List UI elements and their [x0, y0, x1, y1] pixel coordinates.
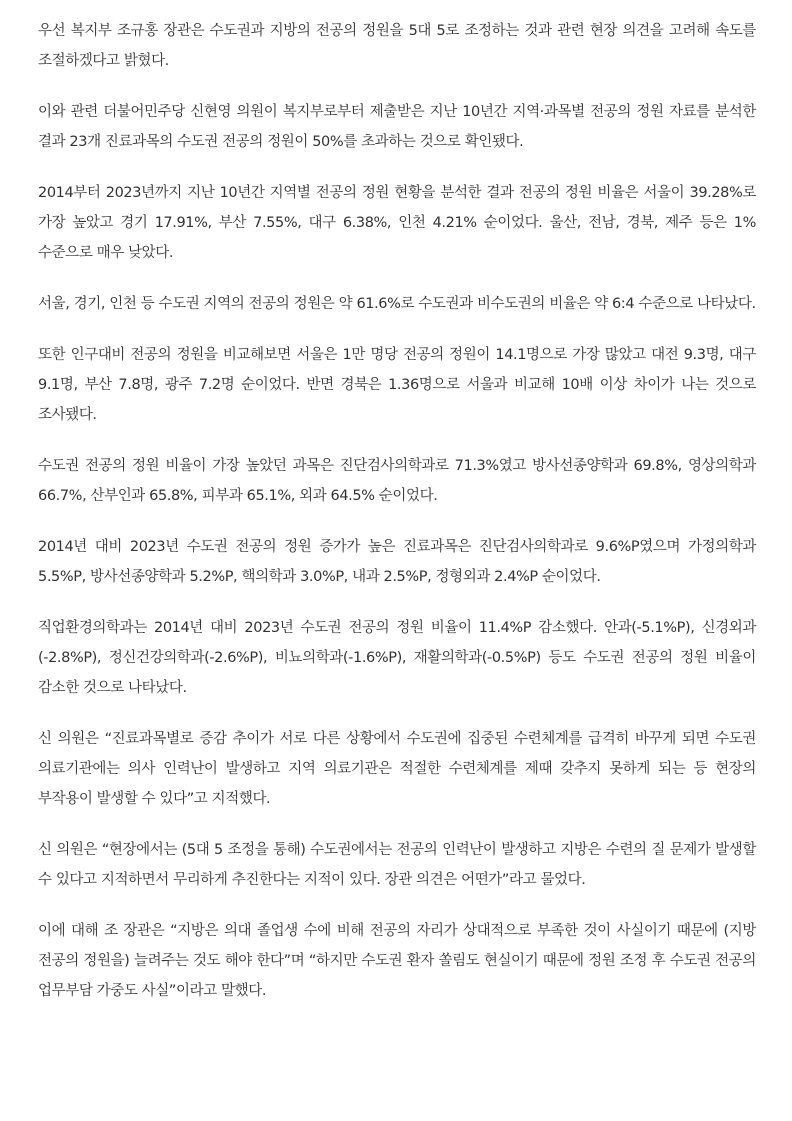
article-paragraph: 또한 인구대비 전공의 정원을 비교해보면 서울은 1만 명당 전공의 정원이 14.1명으로 가장 많았고 대전 9.3명, 대구 9.1명, 부산 7.8명, 광주 7.2명 순이었다. 반면 경북은 1.36명으로 서울과 비교해 10배 이상 차이가 나는 것으로 조사됐다.: [38, 347, 756, 423]
article-paragraph: 수도권 전공의 정원 비율이 가장 높았던 과목은 진단검사의학과로 71.3%였고 방사선종양학과 69.8%, 영상의학과 66.7%, 산부인과 65.8%, 피부과 65.1%, 외과 64.5% 순이었다.: [38, 458, 756, 504]
article-paragraph: 우선 복지부 조규홍 장관은 수도권과 지방의 전공의 정원을 5대 5로 조정하는 것과 관련 현장 의견을 고려해 속도를 조절하겠다고 밝혔다.: [38, 23, 756, 69]
article-paragraph: 2014년 대비 2023년 수도권 전공의 정원 증가가 높은 진료과목은 진단검사의학과로 9.6%P였으며 가정의학과 5.5%P, 방사선종양학과 5.2%P, 핵의학과 3.0%P, 내과 2.5%P, 정형외과 2.4%P 순이었다.: [38, 539, 756, 585]
article-paragraph: 이에 대해 조 장관은 “지방은 의대 졸업생 수에 비해 전공의 자리가 상대적으로 부족한 것이 사실이기 때문에 (지방 전공의 정원을) 늘려주는 것도 해야 한다”며 “하지만 수도권 환자 쏠림도 현실이기 때문에 정원 조정 후 수도권 전공의 업무부담 가중도 사실”이라고 말했다.: [38, 923, 756, 999]
article-paragraph: 이와 관련 더불어민주당 신현영 의원이 복지부로부터 제출받은 지난 10년간 지역·과목별 전공의 정원 자료를 분석한 결과 23개 진료과목의 수도권 전공의 정원이 50%를 초과하는 것으로 확인됐다.: [38, 104, 756, 150]
article-paragraph: 직업환경의학과는 2014년 대비 2023년 수도권 전공의 정원 비율이 11.4%P 감소했다. 안과(-5.1%P), 신경외과(-2.8%P), 정신건강의학과(-2.6%P), 비뇨의학과(-1.6%P), 재활의학과(-0.5%P) 등도 수도권 전공의 정원 비율이 감소한 것으로 나타났다.: [38, 620, 756, 696]
article-paragraph: 신 의원은 “진료과목별로 증감 추이가 서로 다른 상황에서 수도권에 집중된 수련체계를 급격히 바꾸게 되면 수도권 의료기관에는 의사 인력난이 발생하고 지역 의료기관은 적절한 수련체계를 제때 갖추지 못하게 되는 등 현장의 부작용이 발생할 수 있다”고 지적했다.: [38, 731, 756, 807]
article-paragraph: 신 의원은 “현장에서는 (5대 5 조정을 통해) 수도권에서는 전공의 인력난이 발생하고 지방은 수련의 질 문제가 발생할 수 있다고 지적하면서 무리하게 추진한다는 지적이 있다. 장관 의견은 어떤가”라고 물었다.: [38, 842, 756, 888]
article-paragraph: 서울, 경기, 인천 등 수도권 지역의 전공의 정원은 약 61.6%로 수도권과 비수도권의 비율은 약 6:4 수준으로 나타났다.: [38, 296, 756, 312]
article-paragraph: 2014부터 2023년까지 지난 10년간 지역별 전공의 정원 현황을 분석한 결과 전공의 정원 비율은 서울이 39.28%로 가장 높았고 경기 17.91%, 부산 7.55%, 대구 6.38%, 인천 4.21% 순이었다. 울산, 전남, 경북, 제주 등은 1% 수준으로 매우 낮았다.: [38, 185, 756, 261]
